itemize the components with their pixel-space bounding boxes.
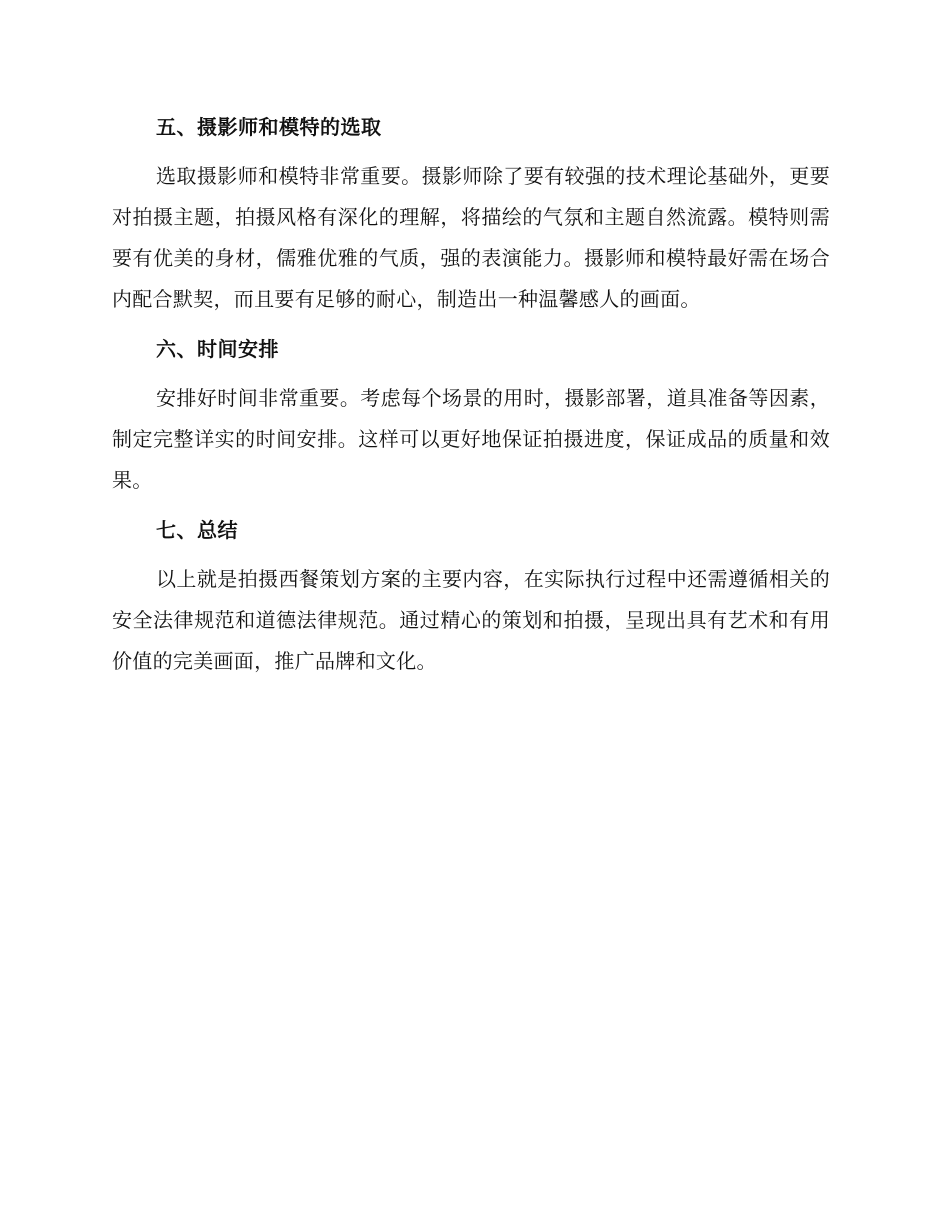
section-time-schedule: [112, 332, 830, 501]
document-body: [112, 110, 830, 694]
section-photographer-model: [112, 110, 830, 320]
section-paragraph: 安排好时间非常重要。考虑每个场景的用时，摄影部署，道具准备等因素，制定完整详实的时间安排。这样可以更好地保证拍摄进度，保证成品的质量和效果。: [112, 386, 830, 492]
section-paragraph: 以上就是拍摄西餐策划方案的主要内容，在实际执行过程中还需遵循相关的安全法律规范和道德法律规范。通过精心的策划和拍摄，呈现出具有艺术和有用价值的完美画面，推广品牌和文化。: [112, 567, 830, 673]
section-heading: 五、摄影师和模特的选取: [156, 115, 382, 139]
section-heading: 七、总结: [156, 518, 238, 542]
section-paragraph: 选取摄影师和模特非常重要。摄影师除了要有较强的技术理论基础外，更要对拍摄主题，拍摄风格有深化的理解，将描绘的气氛和主题自然流露。模特则需要有优美的身材，儒雅优雅的气质，强的表演能力。摄影师和模特最好需在场合内配合默契，而且要有足够的耐心，制造出一种温馨感人的画面。: [112, 164, 830, 311]
section-summary: [112, 513, 830, 682]
section-heading: 六、时间安排: [156, 337, 279, 361]
